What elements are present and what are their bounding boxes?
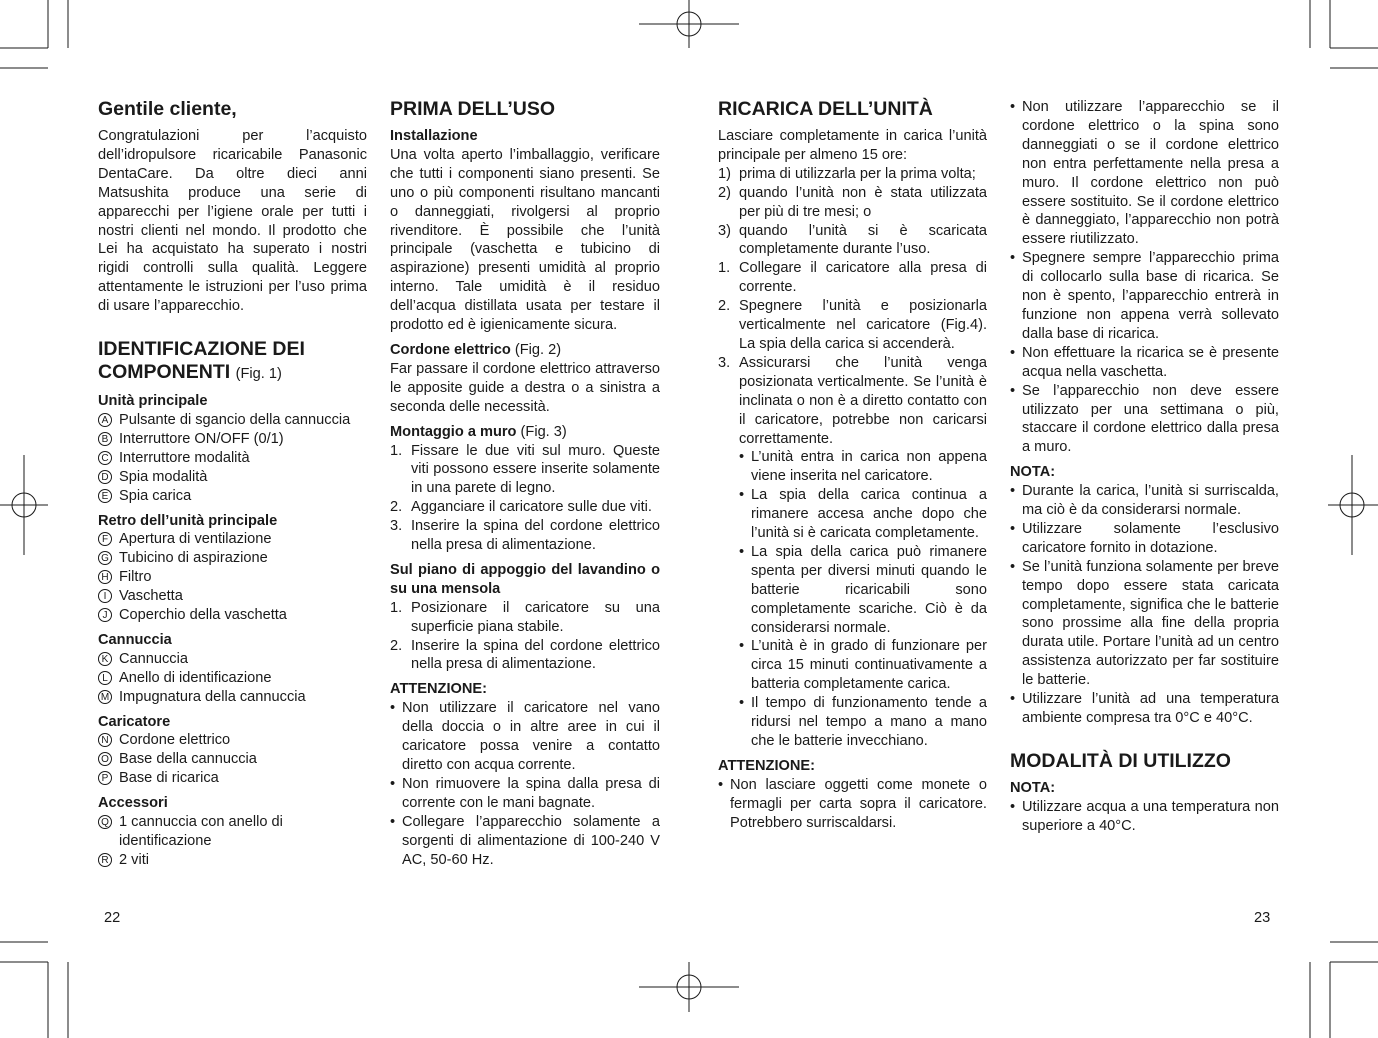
bullet-text: Il tempo di funzionamento tende a ridursi nel tempo a mano a mano che le batterie invecchiano. [751,695,987,749]
nota-title: NOTA: [1010,464,1056,481]
column-4 [1010,98,1279,836]
step-item [390,599,660,637]
column-1 [98,98,367,870]
component-list [98,530,367,625]
component-item [98,568,367,587]
bullet-text: Durante la carica, l’unità si surriscalda, ma ciò è da considerarsi normale. [1022,483,1279,519]
attention-title: ATTENZIONE: [390,681,488,698]
modes-title: MODALITÀ DI UTILIZZO [1010,749,1231,772]
component-label: Vaschetta [119,588,183,605]
bullet-text: Utilizzare acqua a una temperatura non superiore a 40°C. [1022,798,1279,834]
ident-title: IDENTIFICAZIONE DEI COMPONENTI (Fig. 1) [98,338,305,384]
bullet-item [718,776,987,833]
component-item [98,449,367,468]
prima-title: PRIMA DELL’USO [390,98,556,120]
shelf-title: Sul piano di appoggio del lavandino o su una mensola [390,561,660,597]
safety-list [1010,98,1279,457]
attention-list-2 [718,776,987,833]
page-number-left: 22 [104,910,121,926]
bullet-item [1010,382,1279,458]
bullet-dot: • [1010,558,1016,575]
component-item [98,750,367,769]
bullet-dot: • [1010,798,1016,815]
component-label: 2 viti [119,851,150,868]
component-label: Spia modalità [119,468,208,485]
charge-notes [718,448,987,751]
bullet-text: Collegare l’apparecchio solamente a sorgenti di alimentazione di 100-240 V AC, 50-60 Hz. [402,813,660,868]
step-item [718,354,987,449]
step-text: Inserire la spina del cordone elettrico nella presa di alimentazione. [411,518,660,554]
bullet-text: Non lasciare oggetti come monete o fermagli per carta sopra il caricatore. Potrebbero surriscaldarsi. [730,776,987,831]
ricarica-title: RICARICA DELL’UNITÀ [718,98,933,120]
nota-list [1010,482,1279,728]
component-marker: D [98,470,112,484]
bullet-dot: • [390,813,396,830]
step-number: 2) [718,184,731,201]
bullet-item [1010,482,1279,520]
bullet-item [1010,690,1279,728]
step-item [718,165,987,184]
wall-steps [390,442,660,555]
bullet-text: Se l’unità funziona solamente per breve tempo dopo essere stata caricata completamente, significa che le batterie sono prossime alla fine della propria durata utile. Portare l’unità ad un centro assistenza autorizzato per far sostituire le batterie. [1022,558,1279,689]
component-label: Spia carica [119,487,192,504]
component-marker: Q [98,815,112,829]
ident-fig: (Fig. 1) [235,366,282,383]
bullet-item [718,448,987,486]
component-item [98,468,367,487]
bullet-text: Non rimuovere la spina dalla presa di corrente con le mani bagnate. [402,775,660,811]
step-number: 1. [718,260,731,277]
step-number: 3. [390,518,403,535]
step-text: quando l’unità si è scaricata completamente durante l’uso. [739,222,987,258]
step-item [718,259,987,297]
bullet-item [390,699,660,775]
bullet-item [718,486,987,543]
bullet-text: Spegnere sempre l’apparecchio prima di collocarlo sulla base di ricarica. Se non è spento, l’apparecchio entrerà in funzione non appena verrà sollevato dalla base di ricarica. [1022,250,1279,342]
component-item [98,688,367,707]
component-label: Cordone elettrico [119,732,231,749]
bullet-text: Utilizzare l’unità ad una temperatura ambiente compresa tra 0°C e 40°C. [1022,691,1279,726]
component-item [98,549,367,568]
modes-nota-list [1010,798,1279,836]
page-number-right: 23 [1254,910,1271,926]
component-label: Base della cannuccia [119,751,257,768]
component-label: Pulsante di sgancio della cannuccia [119,411,351,428]
component-marker: F [98,532,112,546]
step-text: Inserire la spina del cordone elettrico nella presa di alimentazione. [411,637,660,673]
component-label: Anello di identificazione [119,669,272,686]
step-text: Spegnere l’unità e posizionarla verticalmente nel caricatore (Fig.4). La spia della carica si accenderà. [739,298,987,352]
bullet-text: L’unità è in grado di funzionare per circa 15 minuti continuativamente a batteria completamente carica. [751,638,987,693]
step-number: 1. [390,442,403,459]
step-item [390,442,660,499]
bullet-dot: • [739,695,745,712]
component-marker: C [98,451,112,465]
bullet-text: Se l’apparecchio non deve essere utilizzato per una settimana o più, staccare il cordone elettrico dalla presa a muro. [1022,382,1279,456]
group-title: Retro dell’unità principale [98,512,278,529]
bullet-dot: • [1010,344,1016,361]
component-item [98,813,367,851]
bullet-item [1010,558,1279,690]
component-marker: B [98,432,112,446]
step-item [718,184,987,222]
group-title: Unità principale [98,393,208,410]
bullet-dot: • [739,487,745,504]
step-item [390,517,660,555]
modes-nota-title: NOTA: [1010,779,1056,796]
group-title: Caricatore [98,713,171,730]
component-label: Coperchio della vaschetta [119,607,287,624]
step-text: Assicurarsi che l’unità venga posizionata verticalmente. Se l’unità è inclinata o non è a diretto contatto con il caricatore, potrebbe non caricarsi correttamente. [739,354,987,447]
bullet-dot: • [1010,99,1016,115]
step-number: 2. [390,637,403,654]
bullet-text: Non utilizzare il caricatore nel vano della doccia o in altre aree in cui il caricatore possa venire a contatto diretto con acqua corrente. [402,700,660,773]
bullet-dot: • [1010,520,1016,537]
component-label: 1 cannuccia con anello di identificazione [119,814,283,849]
bullet-text: Non effettuare la ricarica se è presente acqua nella vaschetta. [1022,344,1279,380]
step-text: quando l’unità non è stata utilizzata per più di tre mesi; o [739,184,987,220]
component-label: Filtro [119,569,152,586]
bullet-dot: • [1010,483,1016,500]
component-item [98,411,367,430]
component-marker: R [98,853,112,867]
component-item [98,530,367,549]
step-text: prima di utilizzarla per la prima volta; [739,165,976,182]
component-list [98,411,367,506]
component-label: Apertura di ventilazione [119,531,272,548]
ricarica-intro: Lasciare completamente in carica l’unità principale per almeno 15 ore: [718,128,987,163]
component-item [98,769,367,788]
component-label: Base di ricarica [119,770,219,787]
component-marker: O [98,752,112,766]
wall-title: Montaggio a muro (Fig. 3) [390,423,567,440]
component-marker: K [98,652,112,666]
step-number: 2. [390,499,403,516]
bullet-item [1010,249,1279,344]
step-item [718,297,987,354]
component-item [98,430,367,449]
greeting-text: Congratulazioni per l’acquisto dell’idropulsore ricaricabile Panasonic DentaCare. Da oltre dieci anni Matsushita produce una serie di apparecchi per l’igiene orale per tutti i nostri clienti nel mondo. Il prodotto che Lei ha acquistato ha superato i nostri rigidi controlli sulla qualità. Leggere attentamente le istruzioni per l’uso prima di usare l’apparecchio. [98,128,367,315]
step-text: Fissare le due viti sul muro. Queste viti possono essere inserite solamente in una parete di legno. [411,442,660,497]
step-item [718,222,987,260]
bullet-dot: • [718,776,724,793]
cord-title: Cordone elettrico (Fig. 2) [390,341,562,358]
component-marker: L [98,671,112,685]
component-item [98,606,367,625]
component-marker: N [98,733,112,747]
component-label: Impugnatura della cannuccia [119,688,306,705]
shelf-steps [390,599,660,675]
greeting-title: Gentile cliente, [98,98,237,120]
bullet-item [718,543,987,638]
bullet-dot: • [1010,250,1016,267]
component-item [98,650,367,669]
bullet-text: La spia della carica può rimanere spenta per diversi minuti quando le batterie ricaricabili sono completamente scariche. Ciò è da considerarsi normale. [751,543,987,636]
component-marker: G [98,551,112,565]
step-text: Posizionare il caricatore su una superficie piana stabile. [411,599,660,635]
component-marker: H [98,570,112,584]
bullet-item [718,637,987,694]
component-item [98,731,367,750]
component-marker: P [98,771,112,785]
charge-steps [718,259,987,448]
component-label: Cannuccia [119,650,188,667]
bullet-dot: • [739,638,745,655]
bullet-item [1010,520,1279,558]
component-marker: J [98,608,112,622]
component-list [98,731,367,788]
group-title: Accessori [98,795,168,812]
component-label: Interruttore modalità [119,449,250,466]
bullet-dot: • [739,543,745,560]
install-text: Una volta aperto l’imballaggio, verificare che tutti i componenti siano presenti. Se uno o più componenti risultano mancanti o danneggiati, rivolgersi al proprio rivenditore. È possibile che l’unità principale (vaschetta e tubicino di aspirazione) presenti umidità al proprio interno. Tale umidità è il residuo dell’acqua distillata usata per testare il prodotto ed è igienicamente sicura. [390,146,660,334]
bullet-item [390,775,660,813]
component-marker: M [98,690,112,704]
component-list [98,813,367,870]
component-label: Interruttore ON/OFF (0/1) [119,430,284,447]
step-item [390,637,660,675]
bullet-text: L’unità entra in carica non appena viene inserita nel caricatore. [751,449,987,485]
bullet-dot: • [1010,382,1016,399]
component-item [98,851,367,870]
attention-list [390,699,660,869]
component-item [98,587,367,606]
step-text: Agganciare il caricatore sulle due viti. [411,499,652,516]
cord-text: Far passare il cordone elettrico attraverso le apposite guide a destra o a sinistra a seconda delle necessità. [390,360,660,415]
component-marker: E [98,489,112,503]
component-list [98,650,367,707]
component-label: Tubicino di aspirazione [119,550,268,567]
component-marker: I [98,589,112,603]
bullet-item [390,813,660,870]
step-item [390,498,660,517]
step-number: 3) [718,222,731,239]
bullet-dot: • [1010,691,1016,708]
bullet-item [1010,798,1279,836]
bullet-item [1010,98,1279,249]
step-number: 2. [718,298,731,315]
bullet-dot: • [739,449,745,466]
component-groups [98,392,367,870]
component-item [98,487,367,506]
component-marker: A [98,413,112,427]
bullet-dot: • [390,700,396,717]
bullet-text: Utilizzare solamente l’esclusivo caricatore fornito in dotazione. [1022,520,1279,556]
step-text: Collegare il caricatore alla presa di corrente. [739,260,987,296]
install-title: Installazione [390,128,478,144]
bullet-item [1010,344,1279,382]
step-number: 1. [390,599,403,616]
bullet-text: Non utilizzare l’apparecchio se il cordone elettrico o la spina sono danneggiati o se il cordone elettrico non entra perfettamente nella presa a muro. Il cordone elettrico non può essere sostituito. Se il cordone elettrico è danneggiato, l’apparecchio non potrà essere riutilizzato. [1022,99,1279,248]
attention-title-2: ATTENZIONE: [718,757,816,774]
step-number: 1) [718,165,731,182]
group-title: Cannuccia [98,631,172,648]
column-2 [390,98,660,869]
step-number: 3. [718,354,731,371]
charge-cases [718,165,987,260]
bullet-item [718,694,987,751]
bullet-text: La spia della carica continua a rimanere accesa anche dopo che l’unità si è caricata completamente. [751,487,987,542]
component-item [98,669,367,688]
column-3 [718,98,987,833]
bullet-dot: • [390,775,396,792]
